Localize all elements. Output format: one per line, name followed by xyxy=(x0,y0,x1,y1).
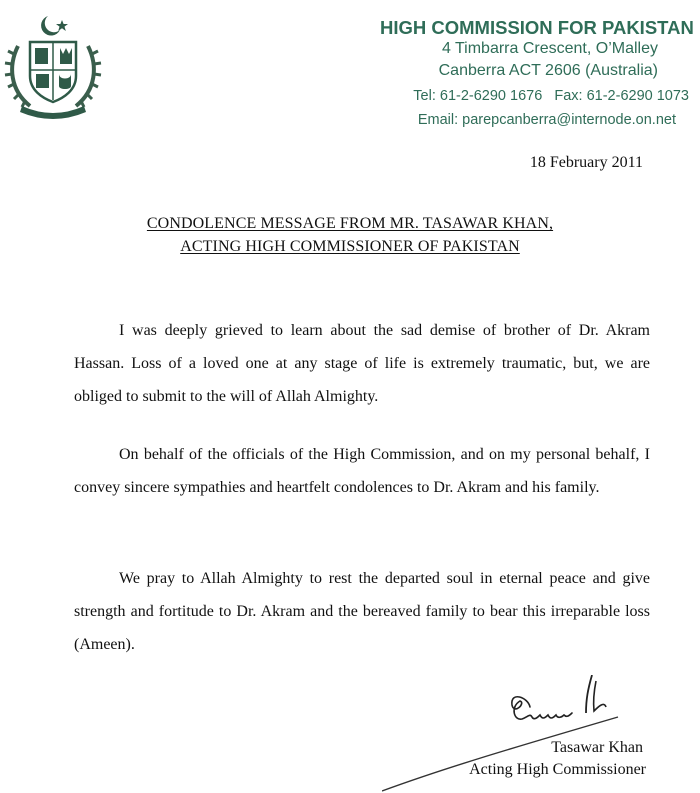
paragraph-text: I was deeply grieved to learn about the sad demise of brother of Dr. Akram Hassan. Loss of a loved one at any stage of life is extremely traumatic, but, we are obliged to submit to the will of Allah Almighty. xyxy=(74,322,650,405)
body-paragraph xyxy=(74,562,650,661)
address-line-2: Canberra ACT 2606 (Australia) xyxy=(438,62,658,79)
body-paragraph xyxy=(74,314,650,413)
phone-fax-line: Tel: 61-2-6290 1676 Fax: 61-2-6290 1073 xyxy=(413,88,689,104)
letter-title-line-1: CONDOLENCE MESSAGE FROM MR. TASAWAR KHAN, xyxy=(146,215,554,232)
letter-title-line-2: ACTING HIGH COMMISSIONER OF PAKISTAN xyxy=(180,238,520,255)
paragraph-text: On behalf of the officials of the High Commission, and on my personal behalf, I convey sincere sympathies and heartfelt condolences to Dr. Akram and his family. xyxy=(74,446,650,496)
state-emblem-icon xyxy=(4,8,102,120)
paragraph-text: We pray to Allah Almighty to rest the departed soul in eternal peace and give strength and fortitude to Dr. Akram and the bereaved family to bear this irreparable loss (Ameen). xyxy=(74,570,650,653)
letter-date: 18 February 2011 xyxy=(529,154,643,171)
signer-title: Acting High Commissioner xyxy=(469,761,646,778)
signer-name: Tasawar Khan xyxy=(551,739,643,756)
email-line: Email: parepcanberra@internode.on.net xyxy=(417,112,676,128)
organization-name: HIGH COMMISSION FOR PAKISTAN xyxy=(380,17,694,38)
body-paragraph xyxy=(74,438,650,504)
address-line-1: 4 Timbarra Crescent, O’Malley xyxy=(441,40,658,57)
